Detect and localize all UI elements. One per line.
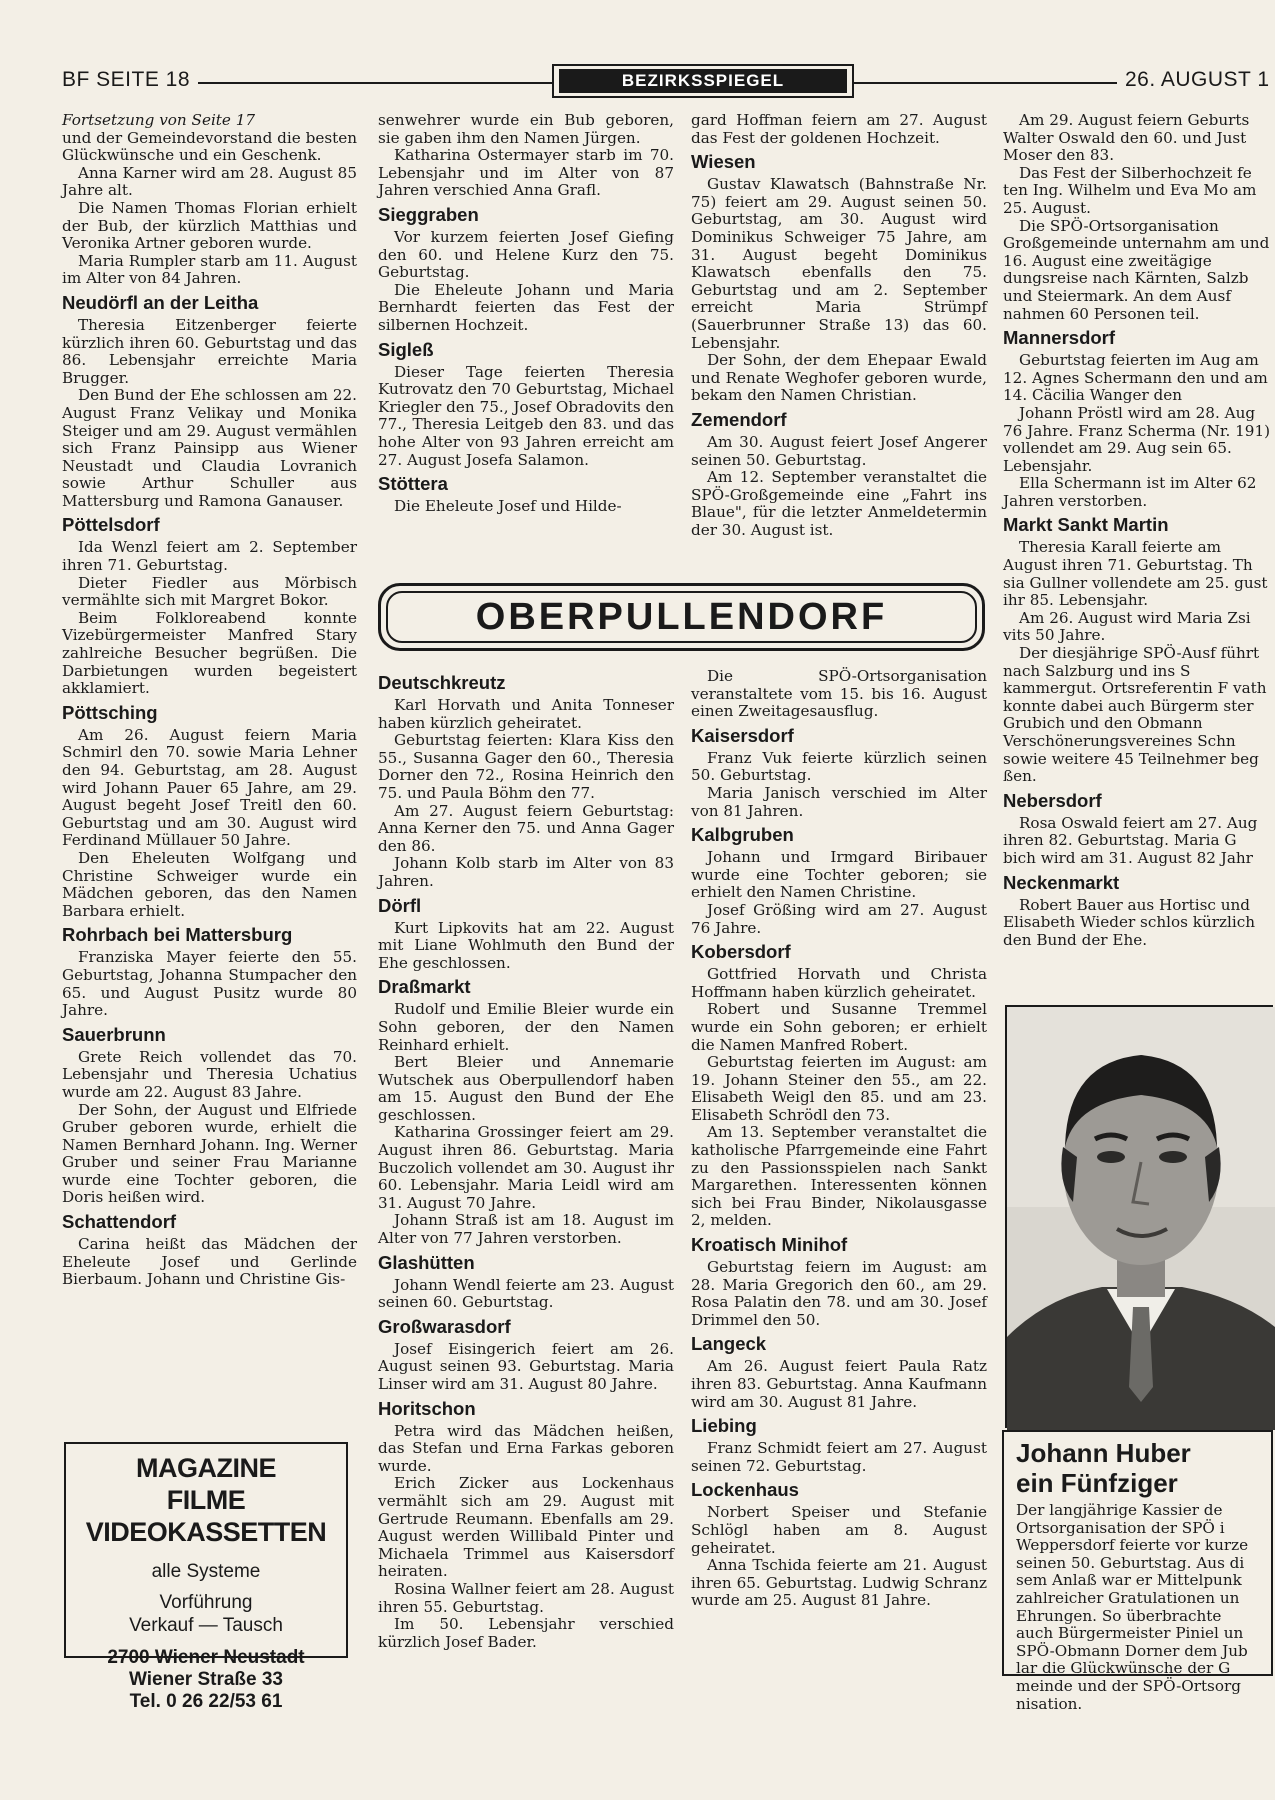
portrait-photo-graphic bbox=[1007, 1007, 1275, 1430]
article-paragraph: Den Bund der Ehe schlossen am 22. August Franz Velikay und Monika Steiger und am 29. August vermählen sich Franz Painsipp aus Wiener Neustadt und Claudia Lovranich sowie Arthur Schuller aus Mattersburg und Ramona Ganauser. bbox=[62, 386, 357, 510]
article-paragraph: Die Eheleute Josef und Hilde- bbox=[394, 497, 622, 516]
article-paragraph: Der Sohn, der dem Ehepaar Ewald und Renate Weghofer geboren wurde, bekam den Namen Christian. bbox=[691, 351, 987, 405]
article-paragraph: Theresia Karall feierte am August ihren 71. Geburtstag. Th sia Gullner vollendete am 25. gust ihr 85. Lebensjahr. bbox=[1003, 538, 1268, 610]
article-paragraph: Johann Straß ist am 18. August im Alter von 77 Jahren verstorben. bbox=[378, 1211, 674, 1248]
ad-line: Vorführung bbox=[159, 1592, 253, 1613]
page-header bbox=[62, 64, 1273, 100]
article-paragraph: Die SPÖ-Ortsorganisation veranstaltete vom 15. bis 16. August einen Zweitagesausflug. bbox=[691, 667, 987, 721]
article-paragraph: Geburtstag feiern im August: am 28. Maria Gregorich den 60., am 29. Rosa Palatin den 78. und am 30. Josef Drimmel den 50. bbox=[691, 1258, 987, 1329]
heading-zemendorf: Zemendorf bbox=[691, 408, 787, 430]
ad-line: alle Systeme bbox=[151, 1561, 261, 1582]
photo-caption bbox=[1002, 1430, 1273, 1713]
article-paragraph: senwehrer wurde ein Bub geboren, sie gaben ihm den Namen Jürgen. bbox=[378, 111, 674, 147]
article-paragraph: Maria Janisch verschied im Alter von 81 Jahren. bbox=[691, 783, 987, 820]
heading-stoettera: Stöttera bbox=[378, 473, 448, 495]
caption-line: Ortsorganisation der SPÖ i bbox=[1016, 1518, 1225, 1537]
column-4 bbox=[1003, 112, 1273, 949]
article-paragraph: Anna Karner wird am 28. August 85 Jahre alt. bbox=[62, 163, 357, 200]
portrait-photo-icon bbox=[1005, 1005, 1273, 1428]
caption-line: Der langjährige Kassier de bbox=[1016, 1501, 1223, 1519]
heading-kaisersdorf: Kaisersdorf bbox=[691, 724, 794, 746]
heading-lockenhaus: Lockenhaus bbox=[691, 1479, 799, 1501]
article-paragraph: Franz Vuk feierte kürzlich seinen 50. Geburtstag. bbox=[691, 748, 987, 785]
ad-address: Wiener Straße 33 bbox=[128, 1669, 283, 1690]
article-paragraph: Rudolf und Emilie Bleier wurde ein Sohn geboren, der den Namen Reinhard erhielt. bbox=[378, 1000, 674, 1054]
article-paragraph: Am 26. August wird Maria Zsi vits 50 Jahre. bbox=[1003, 608, 1251, 645]
article-paragraph: Grete Reich vollendet das 70. Lebensjahr und Theresia Uchatius wurde am 22. August 83 Jahre. bbox=[62, 1047, 357, 1101]
caption-line: seinen 50. Geburtstag. Aus di bbox=[1016, 1553, 1245, 1572]
column-5-lower bbox=[378, 668, 674, 1651]
article-paragraph: Der diesjährige SPÖ-Ausf führt nach Salzburg und ins S kammergut. Ortsreferentin F vath konnte dabei auch Bürgerm ster Grubich und den Obmann Verschönerungsvereines Schn sowie weitere 45 Teilnehmer beg ßen. bbox=[1003, 644, 1267, 786]
article-paragraph: Erich Zicker aus Lockenhaus vermählt sich am 29. August mit Gertrude Reumann. Ebenfalls am 29. August werden Willibald Pinter und Michaela Trimmel aus Kaisersdorf heiraten. bbox=[378, 1474, 674, 1581]
caption-line: meinde und der SPÖ-Ortsorg bbox=[1016, 1676, 1241, 1695]
article-paragraph: Am 26. August feiern Maria Schmirl den 70. sowie Maria Lehner den 94. Geburtstag, am 28. August wird Johann Pauer 65 Jahre, am 29. August begeht Josef Treitl den 60. Geburtstag und am 30. August wird Ferdinand Müllauer 50 Jahre. bbox=[62, 725, 357, 850]
article-paragraph: Ella Schermann ist im Alter 62 Jahren verstorben. bbox=[1003, 474, 1257, 510]
heading-neudoerfl: Neudörfl an der Leitha bbox=[62, 291, 259, 313]
article-paragraph: Maria Rumpler starb am 11. August im Alter von 84 Jahren. bbox=[62, 251, 357, 288]
article-paragraph: Der Sohn, der August und Elfriede Gruber geboren wurde, erhielt die Namen Bernhard Johann. Ing. Werner Gruber und seiner Frau Marianne wurde eine Tochter geboren, die Doris heißen wird. bbox=[62, 1100, 357, 1207]
page-number: BF SEITE 18 bbox=[62, 68, 198, 92]
article-paragraph: Bert Bleier und Annemarie Wutschek aus Oberpullendorf haben am 15. August den Bund der Ehe geschlossen. bbox=[378, 1053, 674, 1124]
article-paragraph: Carina heißt das Mädchen der Eheleute Josef und Gerlinde Bierbaum. Johann und Christine Gis- bbox=[62, 1235, 357, 1289]
ad-address: 2700 Wiener Neustadt bbox=[107, 1647, 305, 1668]
article-paragraph: Theresia Eitzenberger feierte kürzlich ihren 60. Geburtstag und das 86. Lebensjahr erreichte Maria Brugger. bbox=[62, 315, 357, 387]
heading-kalbgruben: Kalbgruben bbox=[691, 824, 794, 846]
ad-line: FILME bbox=[166, 1485, 246, 1515]
caption-line: nisation. bbox=[1016, 1694, 1083, 1713]
article-paragraph: Johann und Irmgard Biribauer wurde eine Tochter geboren; sie erhielt den Namen Christine. bbox=[691, 848, 987, 902]
continuation-note: Fortsetzung von Seite 17 bbox=[62, 111, 256, 129]
article-paragraph: Dieter Fiedler aus Mörbisch vermählte sich mit Margret Bokor. bbox=[62, 573, 357, 610]
heading-doerfl: Dörfl bbox=[378, 894, 422, 916]
district-banner-title: OBERPULLENDORF bbox=[386, 591, 977, 643]
heading-kroatisch-minihof: Kroatisch Minihof bbox=[691, 1234, 848, 1256]
section-title-box bbox=[552, 64, 854, 98]
section-title: BEZIRKSSPIEGEL bbox=[559, 69, 847, 93]
caption-title-line: Johann Huber bbox=[1016, 1438, 1191, 1468]
article-paragraph: Josef Eisingerich feiert am 26. August seinen 93. Geburtstag. Maria Linser wird am 31. August 80 Jahre. bbox=[378, 1339, 674, 1393]
article-paragraph: Im 50. Lebensjahr verschied kürzlich Josef Bader. bbox=[378, 1615, 674, 1651]
article-paragraph: Geburtstag feierten im August: am 19. Johann Steiner den 55., am 22. Elisabeth Weigl den 85. und am 23. Elisabeth Schrödl den 73. bbox=[691, 1053, 987, 1124]
article-paragraph: Petra wird das Mädchen heißen, das Stefan und Erna Farkas geboren wurde. bbox=[378, 1421, 674, 1475]
article-paragraph: und der Gemeindevorstand die besten Glückwünsche und ein Geschenk. bbox=[62, 128, 357, 165]
article-paragraph: Den Eheleuten Wolfgang und Christine Schweiger wurde ein Mädchen geboren, das den Namen Barbara erhielt. bbox=[62, 848, 357, 920]
heading-wiesen: Wiesen bbox=[691, 151, 756, 173]
column-6-lower bbox=[691, 668, 987, 1610]
page-date: 26. AUGUST 1 bbox=[1117, 68, 1273, 92]
article-paragraph: Rosa Oswald feiert am 27. Aug ihren 82. Geburtstag. Maria G bich wird am 31. August 82 Jahr bbox=[1003, 813, 1258, 867]
article-paragraph: Am 12. September veranstaltet die SPÖ-Großgemeinde eine „Fahrt ins Blaue", für die letzter Anmeldetermin der 30. August ist. bbox=[691, 468, 987, 539]
heading-deutschkreutz: Deutschkreutz bbox=[378, 672, 506, 693]
article-paragraph: Katharina Ostermayer starb im 70. Lebensjahr und im Alter von 87 Jahren verschied Anna Grafl. bbox=[378, 146, 674, 200]
article-paragraph: Am 29. August feiern Geburts Walter Oswald den 60. und Just Moser den 83. bbox=[1003, 111, 1250, 165]
heading-poettsching: Pöttsching bbox=[62, 701, 158, 723]
heading-sauerbrunn: Sauerbrunn bbox=[62, 1023, 166, 1045]
heading-nebersdorf: Nebersdorf bbox=[1003, 789, 1102, 811]
article-paragraph: Das Fest der Silberhochzeit fe ten Ing. Wilhelm und Eva Mo am 25. August. bbox=[1003, 163, 1257, 217]
column-2-top bbox=[378, 112, 674, 516]
heading-markt-sankt-martin: Markt Sankt Martin bbox=[1003, 514, 1169, 536]
article-paragraph: Dieser Tage feierten Theresia Kutrovatz den 70 Geburtstag, Michael Kriegler den 75., Josef Obradovits den 77., Theresia Leitgeb den 83. und das hohe Alter von 93 Jahren erreicht am 27. August Josefa Salamon. bbox=[378, 362, 674, 469]
heading-liebing: Liebing bbox=[691, 1415, 757, 1437]
article-paragraph: Am 27. August feiern Geburtstag: Anna Kerner den 75. und Anna Gager den 86. bbox=[378, 801, 674, 855]
article-paragraph: Rosina Wallner feiert am 28. August ihren 55. Geburtstag. bbox=[378, 1579, 674, 1616]
heading-grosswarasdorf: Großwarasdorf bbox=[378, 1315, 511, 1337]
article-paragraph: Gottfried Horvath und Christa Hoffmann haben kürzlich geheiratet. bbox=[691, 965, 987, 1001]
heading-glashuetten: Glashütten bbox=[378, 1251, 475, 1273]
heading-sieggraben: Sieggraben bbox=[378, 203, 479, 225]
article-paragraph: Ida Wenzl feiert am 2. September ihren 71. Geburtstag. bbox=[62, 538, 357, 575]
article-paragraph: Die Eheleute Johann und Maria Bernhardt feierten das Fest der silbernen Hochzeit. bbox=[378, 280, 674, 334]
article-paragraph: Franziska Mayer feierte den 55. Geburtstag, Johanna Stumpacher den 65. und August Pusitz wurde 80 Jahre. bbox=[62, 948, 357, 1020]
heading-drassmarkt: Draßmarkt bbox=[378, 976, 471, 998]
article-paragraph: Karl Horvath und Anita Tonneser haben kürzlich geheiratet. bbox=[378, 696, 674, 732]
caption-title-line: ein Fünfziger bbox=[1016, 1468, 1178, 1498]
heading-sigless: Sigleß bbox=[378, 338, 434, 360]
ad-line: Verkauf — Tausch bbox=[129, 1615, 283, 1636]
article-paragraph: Norbert Speiser und Stefanie Schlögl haben am 8. August geheiratet. bbox=[691, 1503, 987, 1557]
article-paragraph: Vor kurzem feierten Josef Giefing den 60. und Helene Kurz den 75. Geburtstag. bbox=[378, 227, 674, 282]
heading-mannersdorf: Mannersdorf bbox=[1003, 327, 1116, 349]
caption-line: auch Bürgermeister Piniel un bbox=[1016, 1624, 1244, 1643]
article-paragraph: Am 13. September veranstaltet die katholische Pfarrgemeinde eine Fahrt zu den Passionsspielen nach Sankt Margarethen. Interessenten können sich bei Frau Binder, Nikolausgasse 2, melden. bbox=[691, 1123, 987, 1230]
district-banner bbox=[378, 583, 985, 651]
caption-line: zahlreicher Gratulationen un bbox=[1016, 1588, 1240, 1607]
article-paragraph: Johann Kolb starb im Alter von 83 Jahren. bbox=[378, 854, 674, 890]
article-paragraph: Johann Pröstl wird am 28. Aug 76 Jahre. Franz Scherma (Nr. 191) vollendet am 29. Aug sein 65. Lebensjahr. bbox=[1003, 403, 1271, 475]
column-3-top bbox=[691, 112, 987, 539]
heading-neckenmarkt: Neckenmarkt bbox=[1003, 871, 1120, 893]
video-shop-advertisement bbox=[64, 1442, 348, 1712]
article-paragraph: Die SPÖ-Ortsorganisation Großgemeinde unternahm am und 16. August eine zweitägige dungsreise nach Kärnten, Salzb und Steiermark. An dem Ausf nahmen 60 Personen teil. bbox=[1003, 216, 1270, 323]
ad-line: MAGAZINE bbox=[136, 1453, 276, 1483]
heading-horitschon: Horitschon bbox=[378, 1397, 476, 1419]
article-paragraph: Johann Wendl feierte am 23. August seinen 60. Geburtstag. bbox=[378, 1275, 674, 1312]
caption-line: SPÖ-Obmann Dorner dem Jub bbox=[1016, 1641, 1248, 1660]
heading-poettelsdorf: Pöttelsdorf bbox=[62, 514, 160, 536]
caption-line: lar die Glückwünsche der G bbox=[1016, 1659, 1231, 1678]
article-paragraph: Am 26. August feiert Paula Ratz ihren 83. Geburtstag. Anna Kaufmann wird am 30. August 81 Jahre. bbox=[691, 1357, 987, 1411]
article-paragraph: Josef Größing wird am 27. August 76 Jahre. bbox=[691, 900, 987, 937]
article-paragraph: Gustav Klawatsch (Bahnstraße Nr. 75) feiert am 29. August seinen 50. Geburtstag, am 30. August wird Dominikus Schweiger 75 Jahre, am 31. August begeht Dominikus Klawatsch ebenfalls den 75. Geburtstag und am 2. September erreicht Maria Strümpf (Sauerbrunner Straße 13) das 60. Lebensjahr. bbox=[691, 175, 987, 352]
article-paragraph: Katharina Grossinger feiert am 29. August ihren 86. Geburtstag. Maria Buczolich vollendet am 30. August ihr 60. Lebensjahr. Maria Leidl wird am 31. August 70 Jahre. bbox=[378, 1123, 674, 1212]
column-1 bbox=[62, 112, 357, 1289]
article-paragraph: Robert Bauer aus Hortisc und Elisabeth Wieder schlos kürzlich den Bund der Ehe. bbox=[1003, 895, 1256, 949]
article-paragraph: Beim Folkloreabend konnte Vizebürgermeister Manfred Stary zahlreiche Besucher begrüßen. Die Darbietungen wurden begeistert akklamiert. bbox=[62, 608, 357, 698]
caption-line: Weppersdorf feierte vor kurze bbox=[1016, 1536, 1249, 1555]
article-paragraph: Kurt Lipkovits hat am 22. August mit Liane Wohlmuth den Bund der Ehe geschlossen. bbox=[378, 918, 674, 972]
caption-line: sem Anlaß war er Mittelpunk bbox=[1016, 1571, 1242, 1590]
heading-langeck: Langeck bbox=[691, 1333, 767, 1355]
article-paragraph: Franz Schmidt feiert am 27. August seinen 72. Geburtstag. bbox=[691, 1439, 987, 1475]
heading-schattendorf: Schattendorf bbox=[62, 1211, 177, 1233]
heading-kobersdorf: Kobersdorf bbox=[691, 941, 791, 963]
article-paragraph: Am 30. August feiert Josef Angerer seinen 50. Geburtstag. bbox=[691, 432, 987, 469]
heading-rohrbach: Rohrbach bei Mattersburg bbox=[62, 924, 293, 946]
article-paragraph: gard Hoffman feiern am 27. August das Fest der goldenen Hochzeit. bbox=[691, 111, 987, 147]
article-paragraph: Robert und Susanne Tremmel wurde ein Sohn geboren; er erhielt die Namen Manfred Robert. bbox=[691, 1000, 987, 1054]
article-paragraph: Die Namen Thomas Florian erhielt der Bub, der kürzlich Matthias und Veronika Artner geboren wurde. bbox=[62, 198, 357, 253]
ad-phone: Tel. 0 26 22/53 61 bbox=[129, 1691, 283, 1712]
article-paragraph: Geburtstag feierten: Klara Kiss den 55., Susanna Gager den 60., Theresia Dorner den 72., Rosina Heinrich den 75. und Paula Böhm den 77. bbox=[378, 731, 674, 802]
caption-line: Ehrungen. So überbrachte bbox=[1016, 1606, 1222, 1625]
article-paragraph: Anna Tschida feierte am 21. August ihren 65. Geburtstag. Ludwig Schranz wurde am 25. August 81 Jahre. bbox=[691, 1556, 987, 1610]
ad-line: VIDEOKASSETTEN bbox=[85, 1517, 327, 1547]
article-paragraph: Geburtstag feierten im Aug am 12. Agnes Schermann den und am 14. Cäcilia Wanger den bbox=[1003, 351, 1268, 405]
